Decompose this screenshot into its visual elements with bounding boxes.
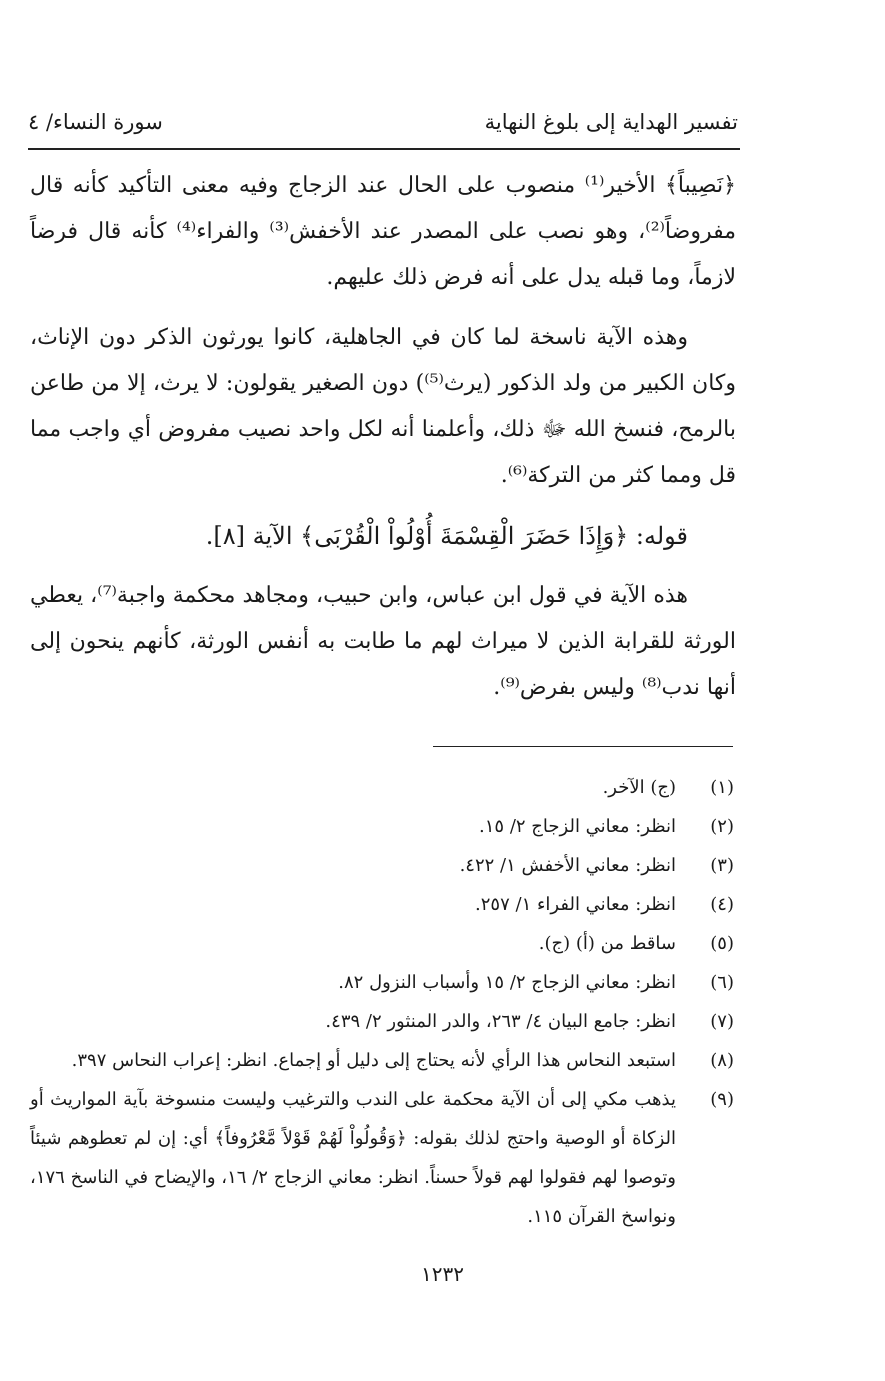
footnote-text: ساقط من (أ) (ج).: [538, 933, 676, 954]
footnote: [30, 1080, 736, 1236]
footnote-number: (٨): [710, 1050, 734, 1071]
footnote-number: (٥): [710, 933, 734, 954]
footnote: [30, 1041, 736, 1080]
paragraph-1: ﴿نَصِيباً﴾ الأخير⁽¹⁾ منصوب على الحال عند الزجاج وفيه معنى التأكيد كأنه قال مفروضاً⁽²⁾، وهو نصب على المصدر عند الأخفش⁽³⁾ والفراء⁽⁴⁾ كأنه قال فرضاً لازماً، وما قبله يدل على أنه فرض ذلك عليهم.: [30, 173, 736, 290]
footnote-number: (١): [710, 777, 734, 798]
header-rule: [28, 148, 740, 150]
footnote: [30, 768, 736, 807]
paragraph-3: هذه الآية في قول ابن عباس، وابن حبيب، ومجاهد محكمة واجبة⁽⁷⁾، يعطي الورثة للقرابة الذين لا ميراث لهم ما طابت به أنفس الورثة، كأنهم ينحون إلى أنها ندب⁽⁸⁾ وليس بفرض⁽⁹⁾.: [30, 583, 736, 700]
footnote-text: انظر: جامع البيان ٤/ ٢٦٣، والدر المنثور ٢/ ٤٣٩.: [325, 1011, 676, 1032]
footnote-number: (٣): [710, 855, 734, 876]
book-title: تفسير الهداية إلى بلوغ النهاية: [484, 110, 738, 134]
footnote-text: يذهب مكي إلى أن الآية محكمة على الندب والترغيب وليست منسوخة بآية المواريث أو الزكاة أو الوصية واحتج لذلك بقوله: ﴿وَقُولُواْ لَهُمْ قَوْلاً مَّعْرُوفاً﴾ أي: إن لم تعطوهم شيئاً وتوصوا لهم فقولوا لهم قولاً حسناً. انظر: معاني الزجاج ٢/ ١٦، والإيضاح في الناسخ ١٧٦، ونواسخ القرآن ١١٥.: [30, 1089, 676, 1227]
footnote: [30, 885, 736, 924]
footnote-text: انظر: معاني الزجاج ٢/ ١٥ وأسباب النزول ٨٢.: [338, 972, 676, 993]
main-text: [30, 163, 736, 711]
footnote-number: (٤): [710, 894, 734, 915]
footnote-rule: [433, 746, 733, 747]
footnote: [30, 924, 736, 963]
running-header: [28, 102, 738, 142]
surah-part: سورة النساء/ ٤: [28, 110, 163, 134]
footnote: [30, 846, 736, 885]
paragraph-2: وهذه الآية ناسخة لما كان في الجاهلية، كانوا يورثون الذكر دون الإناث، وكان الكبير من ولد الذكور (يرث⁽⁵⁾) دون الصغير يقولون: لا يرث، إلا من طاعن بالرمح، فنسخ الله ﷻ ذلك، وأعلمنا أنه لكل واحد نصيب مفروض أي واجب مما قل ومما كثر من التركة⁽⁶⁾.: [30, 325, 736, 488]
footnotes: [30, 768, 736, 1236]
footnote-text: انظر: معاني الزجاج ٢/ ١٥.: [479, 816, 676, 837]
footnote-text: (ج) الآخر.: [602, 777, 676, 798]
footnote-text: استبعد النحاس هذا الرأي لأنه يحتاج إلى دليل أو إجماع. انظر: إعراب النحاس ٣٩٧.: [71, 1050, 676, 1071]
verse-heading: قوله: ﴿وَإِذَا حَضَرَ الْقِسْمَةَ أُوْلُواْ الْقُرْبَى﴾ الآية [٨].: [205, 522, 688, 550]
footnote: [30, 807, 736, 846]
page-number: ١٢٣٢: [421, 1262, 464, 1286]
footnote-number: (٢): [710, 816, 734, 837]
footnote-text: انظر: معاني الأخفش ١/ ٤٢٢.: [459, 855, 676, 876]
footnote-text: انظر: معاني الفراء ١/ ٢٥٧.: [475, 894, 676, 915]
footnote: [30, 1002, 736, 1041]
footnote: [30, 963, 736, 1002]
footnote-number: (٧): [710, 1011, 734, 1032]
footnote-number: (٦): [710, 972, 734, 993]
footnote-number: (٩): [710, 1089, 734, 1110]
